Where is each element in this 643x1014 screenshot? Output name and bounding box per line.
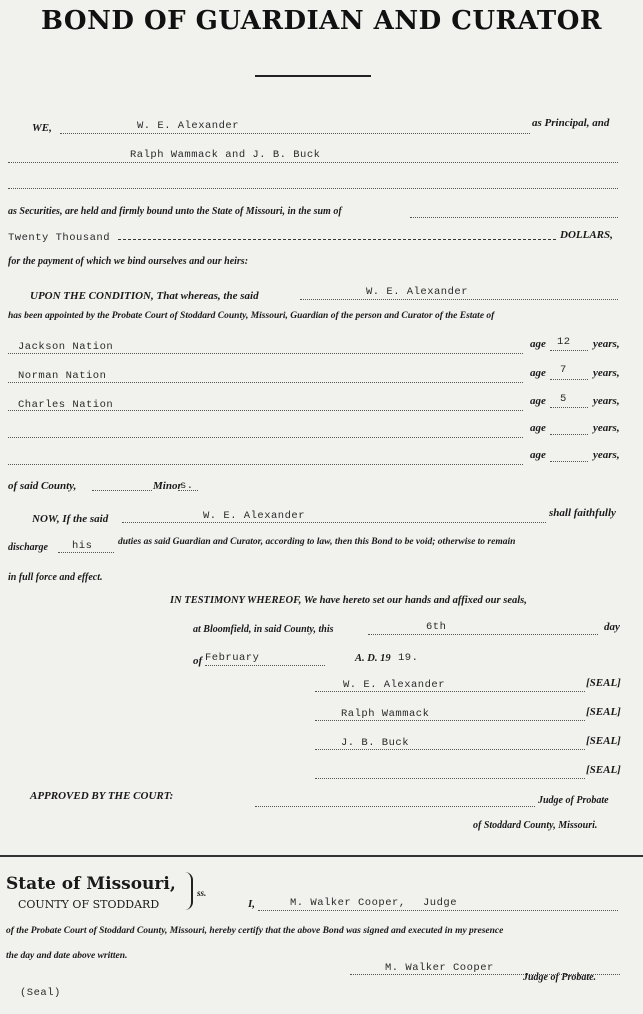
minor-age: 7: [560, 364, 567, 376]
day-date-text: the day and date above written.: [6, 951, 128, 961]
state-label: State of Missouri,: [6, 874, 176, 894]
principal-name: W. E. Alexander: [137, 120, 240, 132]
document-title: BOND OF GUARDIAN AND CURATOR: [40, 6, 603, 36]
years-label: years,: [593, 395, 620, 407]
age-label: age: [530, 395, 546, 407]
sum-line-top: [410, 217, 618, 218]
principal-line: [60, 133, 530, 134]
of-label: of: [193, 655, 203, 667]
minor-age: 5: [560, 393, 567, 405]
age-label: age: [530, 449, 546, 461]
of-stoddard-label: of Stoddard County, Missouri.: [473, 820, 598, 831]
we-label: WE,: [32, 122, 52, 134]
judge-name: M. Walker Cooper,: [290, 897, 406, 909]
minor-age: 12: [557, 336, 571, 348]
his-value: his: [72, 540, 93, 552]
seal-label: [SEAL]: [586, 677, 621, 689]
testimony-text: IN TESTIMONY WHEREOF, We have hereto set our hands and affixed our seals,: [170, 595, 527, 606]
seal-label: [SEAL]: [586, 764, 621, 776]
condition-name: W. E. Alexander: [366, 286, 469, 298]
duties-text: duties as said Guardian and Curator, according to law, then this Bond to be void; otherwise to remain: [118, 537, 516, 547]
sum-amount: Twenty Thousand: [8, 232, 111, 244]
dollars-label: DOLLARS,: [560, 229, 613, 241]
judge-signature: M. Walker Cooper: [385, 962, 494, 974]
year-value: 19.: [398, 652, 419, 664]
payment-text: for the payment of which we bind ourselves and our heirs:: [8, 256, 249, 267]
ss-label: ss.: [197, 888, 207, 898]
years-label: years,: [593, 449, 620, 461]
i-label: I,: [248, 898, 256, 910]
day-value: 6th: [426, 621, 447, 633]
condition-line: [300, 299, 618, 300]
minor-suffix: s.: [180, 480, 194, 492]
condition-text: UPON THE CONDITION, That whereas, the said: [30, 290, 259, 302]
now-name: W. E. Alexander: [203, 510, 306, 522]
as-principal-label: as Principal, and: [532, 117, 610, 129]
age-label: age: [530, 422, 546, 434]
certify-text: of the Probate Court of Stoddard County, Missouri, hereby certify that the above Bond was signed and executed in my presence: [6, 926, 504, 936]
securities-text: as Securities, are held and firmly bound unto the State of Missouri, in the sum of: [8, 206, 342, 217]
discharge-label: discharge: [8, 542, 48, 553]
minor-name: Jackson Nation: [18, 341, 114, 353]
approved-text: APPROVED BY THE COURT:: [30, 790, 174, 802]
brace: [183, 872, 193, 910]
years-label: years,: [593, 338, 620, 350]
ad-label: A. D. 19: [355, 653, 391, 664]
years-label: years,: [593, 367, 620, 379]
day-label: day: [604, 621, 620, 633]
force-text: in full force and effect.: [8, 572, 103, 583]
judge-title: Judge: [423, 897, 458, 909]
signature-name: W. E. Alexander: [343, 679, 446, 691]
securities-line: [8, 162, 618, 163]
county-label: COUNTY OF STODDARD: [18, 898, 160, 911]
signature-name: J. B. Buck: [341, 737, 410, 749]
seal-label: [SEAL]: [586, 706, 621, 718]
section-divider: [0, 855, 643, 857]
signature-name: Ralph Wammack: [341, 708, 430, 720]
blank-line-1: [8, 188, 618, 189]
bloomfield-text: at Bloomfield, in said County, this: [193, 624, 334, 635]
judge-of-probate-footer: Judge of Probate.: [523, 972, 597, 983]
minor-label: Minor: [153, 480, 182, 492]
years-label: years,: [593, 422, 620, 434]
appointed-text: has been appointed by the Probate Court of Stoddard County, Missouri, Guardian of the person and Curator of the Estate of: [8, 311, 495, 321]
age-label: age: [530, 367, 546, 379]
seal-label: [SEAL]: [586, 735, 621, 747]
securities-names: Ralph Wammack and J. B. Buck: [130, 149, 321, 161]
seal-note: (Seal): [20, 987, 61, 999]
title-underline: [255, 75, 371, 77]
judge-probate-label: Judge of Probate: [538, 795, 609, 806]
now-text: NOW, If the said: [32, 513, 109, 525]
faithfully-text: shall faithfully: [549, 507, 616, 519]
month-value: February: [205, 652, 260, 664]
minor-name: Norman Nation: [18, 370, 107, 382]
minor-name: Charles Nation: [18, 399, 114, 411]
age-label: age: [530, 338, 546, 350]
sum-dash-line: [118, 239, 556, 240]
county-text: of said County,: [8, 480, 77, 492]
